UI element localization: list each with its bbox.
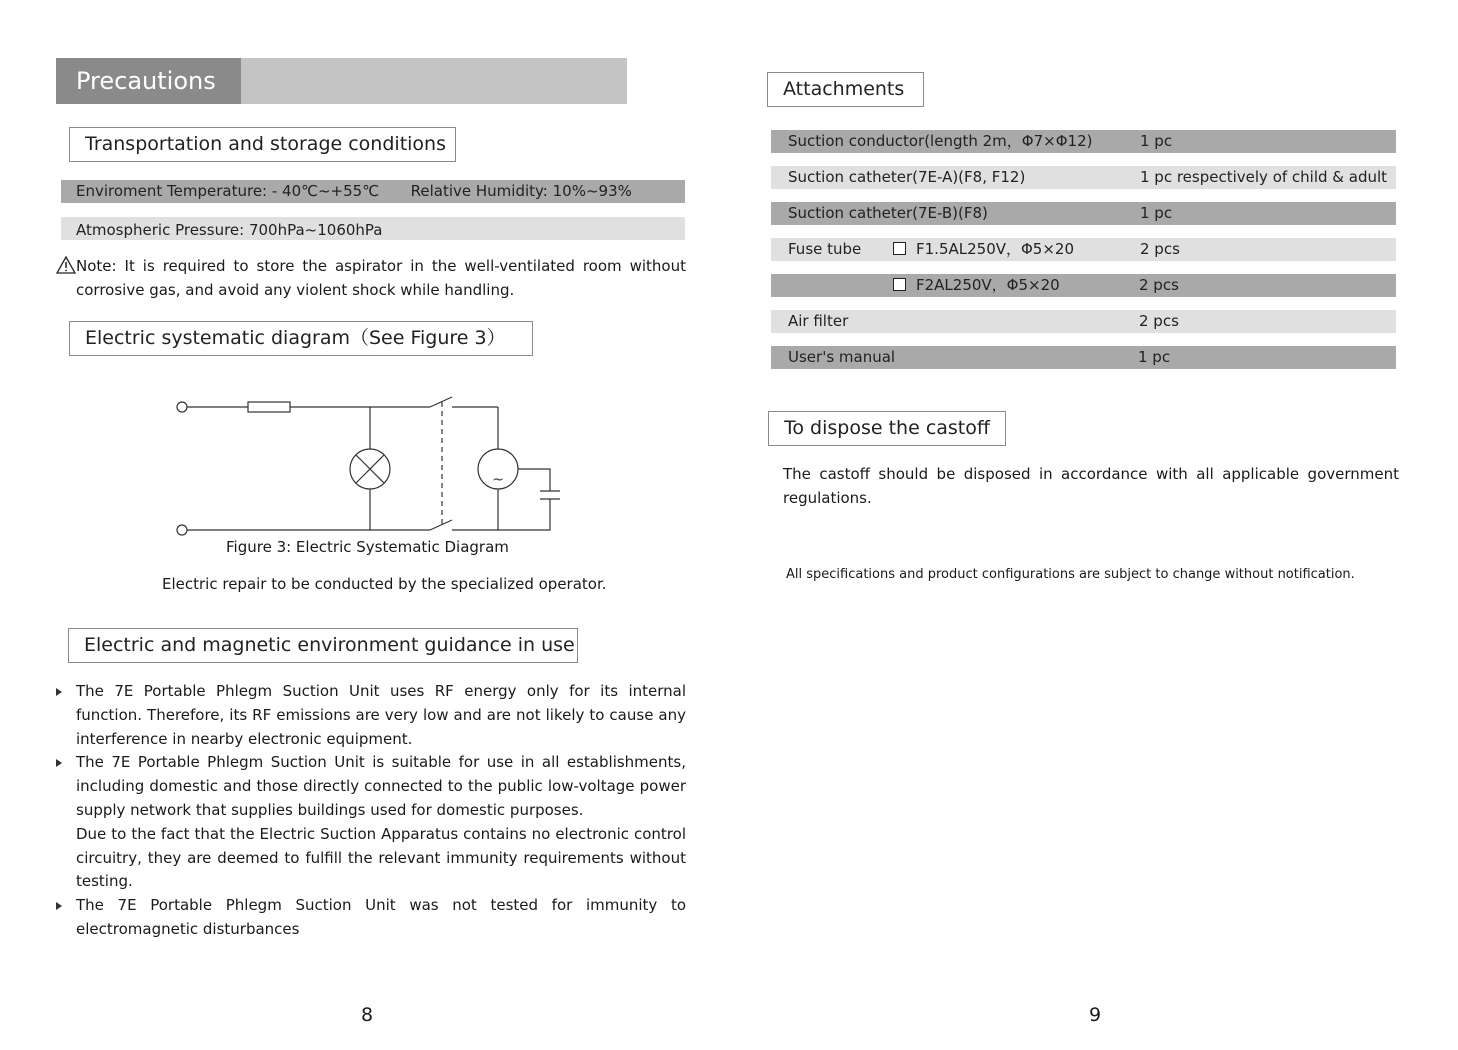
bullet-icon bbox=[56, 688, 62, 696]
heading-attachments: Attachments bbox=[767, 72, 924, 107]
attachment-item: Suction catheter(7E-A)(F8, F12) bbox=[788, 168, 1026, 186]
emc-bullet-list bbox=[56, 680, 686, 942]
attachment-qty: 1 pc bbox=[1140, 204, 1173, 222]
table-row bbox=[771, 274, 1396, 297]
list-item: The 7E Portable Phlegm Suction Unit was not tested for immunity to electromagnetic disturbances bbox=[56, 894, 686, 942]
terminal-bottom bbox=[177, 525, 187, 535]
table-row bbox=[771, 238, 1396, 261]
heading-emc-guidance: Electric and magnetic environment guidance in use bbox=[68, 628, 578, 663]
pressure-bar bbox=[61, 217, 685, 240]
table-row bbox=[771, 166, 1396, 189]
storage-note bbox=[56, 254, 686, 302]
figure-caption: Figure 3: Electric Systematic Diagram bbox=[226, 538, 509, 556]
table-row bbox=[771, 310, 1396, 333]
heading-transport-storage: Transportation and storage conditions bbox=[69, 127, 456, 162]
attachment-qty: 1 pc respectively of child & adult bbox=[1140, 168, 1388, 186]
fuse-symbol bbox=[248, 402, 290, 412]
fuse-spec: F1.5AL250V，Φ5×20 bbox=[916, 240, 1074, 258]
disclaimer-text: All specifications and product configurations are subject to change without notification. bbox=[786, 567, 1355, 582]
attachment-qty: 2 pcs bbox=[1139, 276, 1179, 294]
switch-bottom bbox=[430, 520, 452, 530]
checkbox-icon bbox=[893, 278, 906, 291]
list-item-continuation: Due to the fact that the Electric Suction Apparatus contains no electronic control circuitry, they are deemed to fulfill the relevant immunity requirements without testing. bbox=[76, 824, 686, 891]
attachment-item: User's manual bbox=[788, 348, 896, 366]
note-text: It is required to store the aspirator in the well-ventilated room without corrosive gas, and avoid any violent shock while handling. bbox=[76, 257, 686, 299]
attachment-item: Air filter bbox=[788, 312, 849, 330]
note-label: Note: bbox=[76, 257, 117, 275]
attachment-qty: 1 pc bbox=[1140, 132, 1173, 150]
heading-electric-diagram: Electric systematic diagram（See Figure 3） bbox=[69, 321, 533, 356]
attachment-item: Fuse tube bbox=[788, 240, 862, 258]
table-row bbox=[771, 346, 1396, 369]
pressure-text: Atmospheric Pressure: 700hPa~1060hPa bbox=[76, 221, 383, 239]
attachment-item: Suction conductor(length 2m，Φ7×Φ12) bbox=[788, 132, 1093, 150]
terminal-top bbox=[177, 402, 187, 412]
page-number-left: 8 bbox=[361, 1004, 374, 1026]
heading-dispose: To dispose the castoff bbox=[768, 411, 1006, 446]
warning-icon bbox=[56, 256, 76, 274]
fuse-spec: F2AL250V，Φ5×20 bbox=[916, 276, 1060, 294]
table-row bbox=[771, 130, 1396, 153]
humidity-text: Relative Humidity: 10%~93% bbox=[410, 182, 632, 200]
list-item: The 7E Portable Phlegm Suction Unit is suitable for use in all establishments, including domestic and those directly connected to the public low-voltage power supply network that supplies buildings used for domestic purposes. bbox=[56, 751, 686, 822]
attachment-qty: 2 pcs bbox=[1139, 312, 1179, 330]
section-title-precautions: Precautions bbox=[56, 58, 241, 104]
page-number-right: 9 bbox=[1089, 1004, 1102, 1026]
attachment-item: Suction catheter(7E-B)(F8) bbox=[788, 204, 988, 222]
table-row bbox=[771, 202, 1396, 225]
bullet-icon bbox=[56, 759, 62, 767]
temperature-text: Enviroment Temperature: - 40℃~+55℃ bbox=[76, 182, 380, 200]
attachment-qty: 1 pc bbox=[1138, 348, 1171, 366]
section-title-bar bbox=[241, 58, 627, 104]
checkbox-icon bbox=[893, 242, 906, 255]
dispose-text: The castoff should be disposed in accordance with all applicable government regulations. bbox=[783, 465, 1399, 507]
repair-text: Electric repair to be conducted by the specialized operator. bbox=[162, 575, 607, 593]
motor-tilde: ~ bbox=[492, 472, 504, 488]
temperature-humidity-bar bbox=[61, 180, 685, 203]
attachment-qty: 2 pcs bbox=[1140, 240, 1180, 258]
switch-top bbox=[430, 397, 452, 407]
list-item: The 7E Portable Phlegm Suction Unit uses RF energy only for its internal function. Therefore, its RF emissions are very low and are not likely to cause any interference in nearby electronic equipment. bbox=[56, 680, 686, 751]
bullet-icon bbox=[56, 902, 62, 910]
electric-systematic-diagram bbox=[160, 390, 580, 545]
